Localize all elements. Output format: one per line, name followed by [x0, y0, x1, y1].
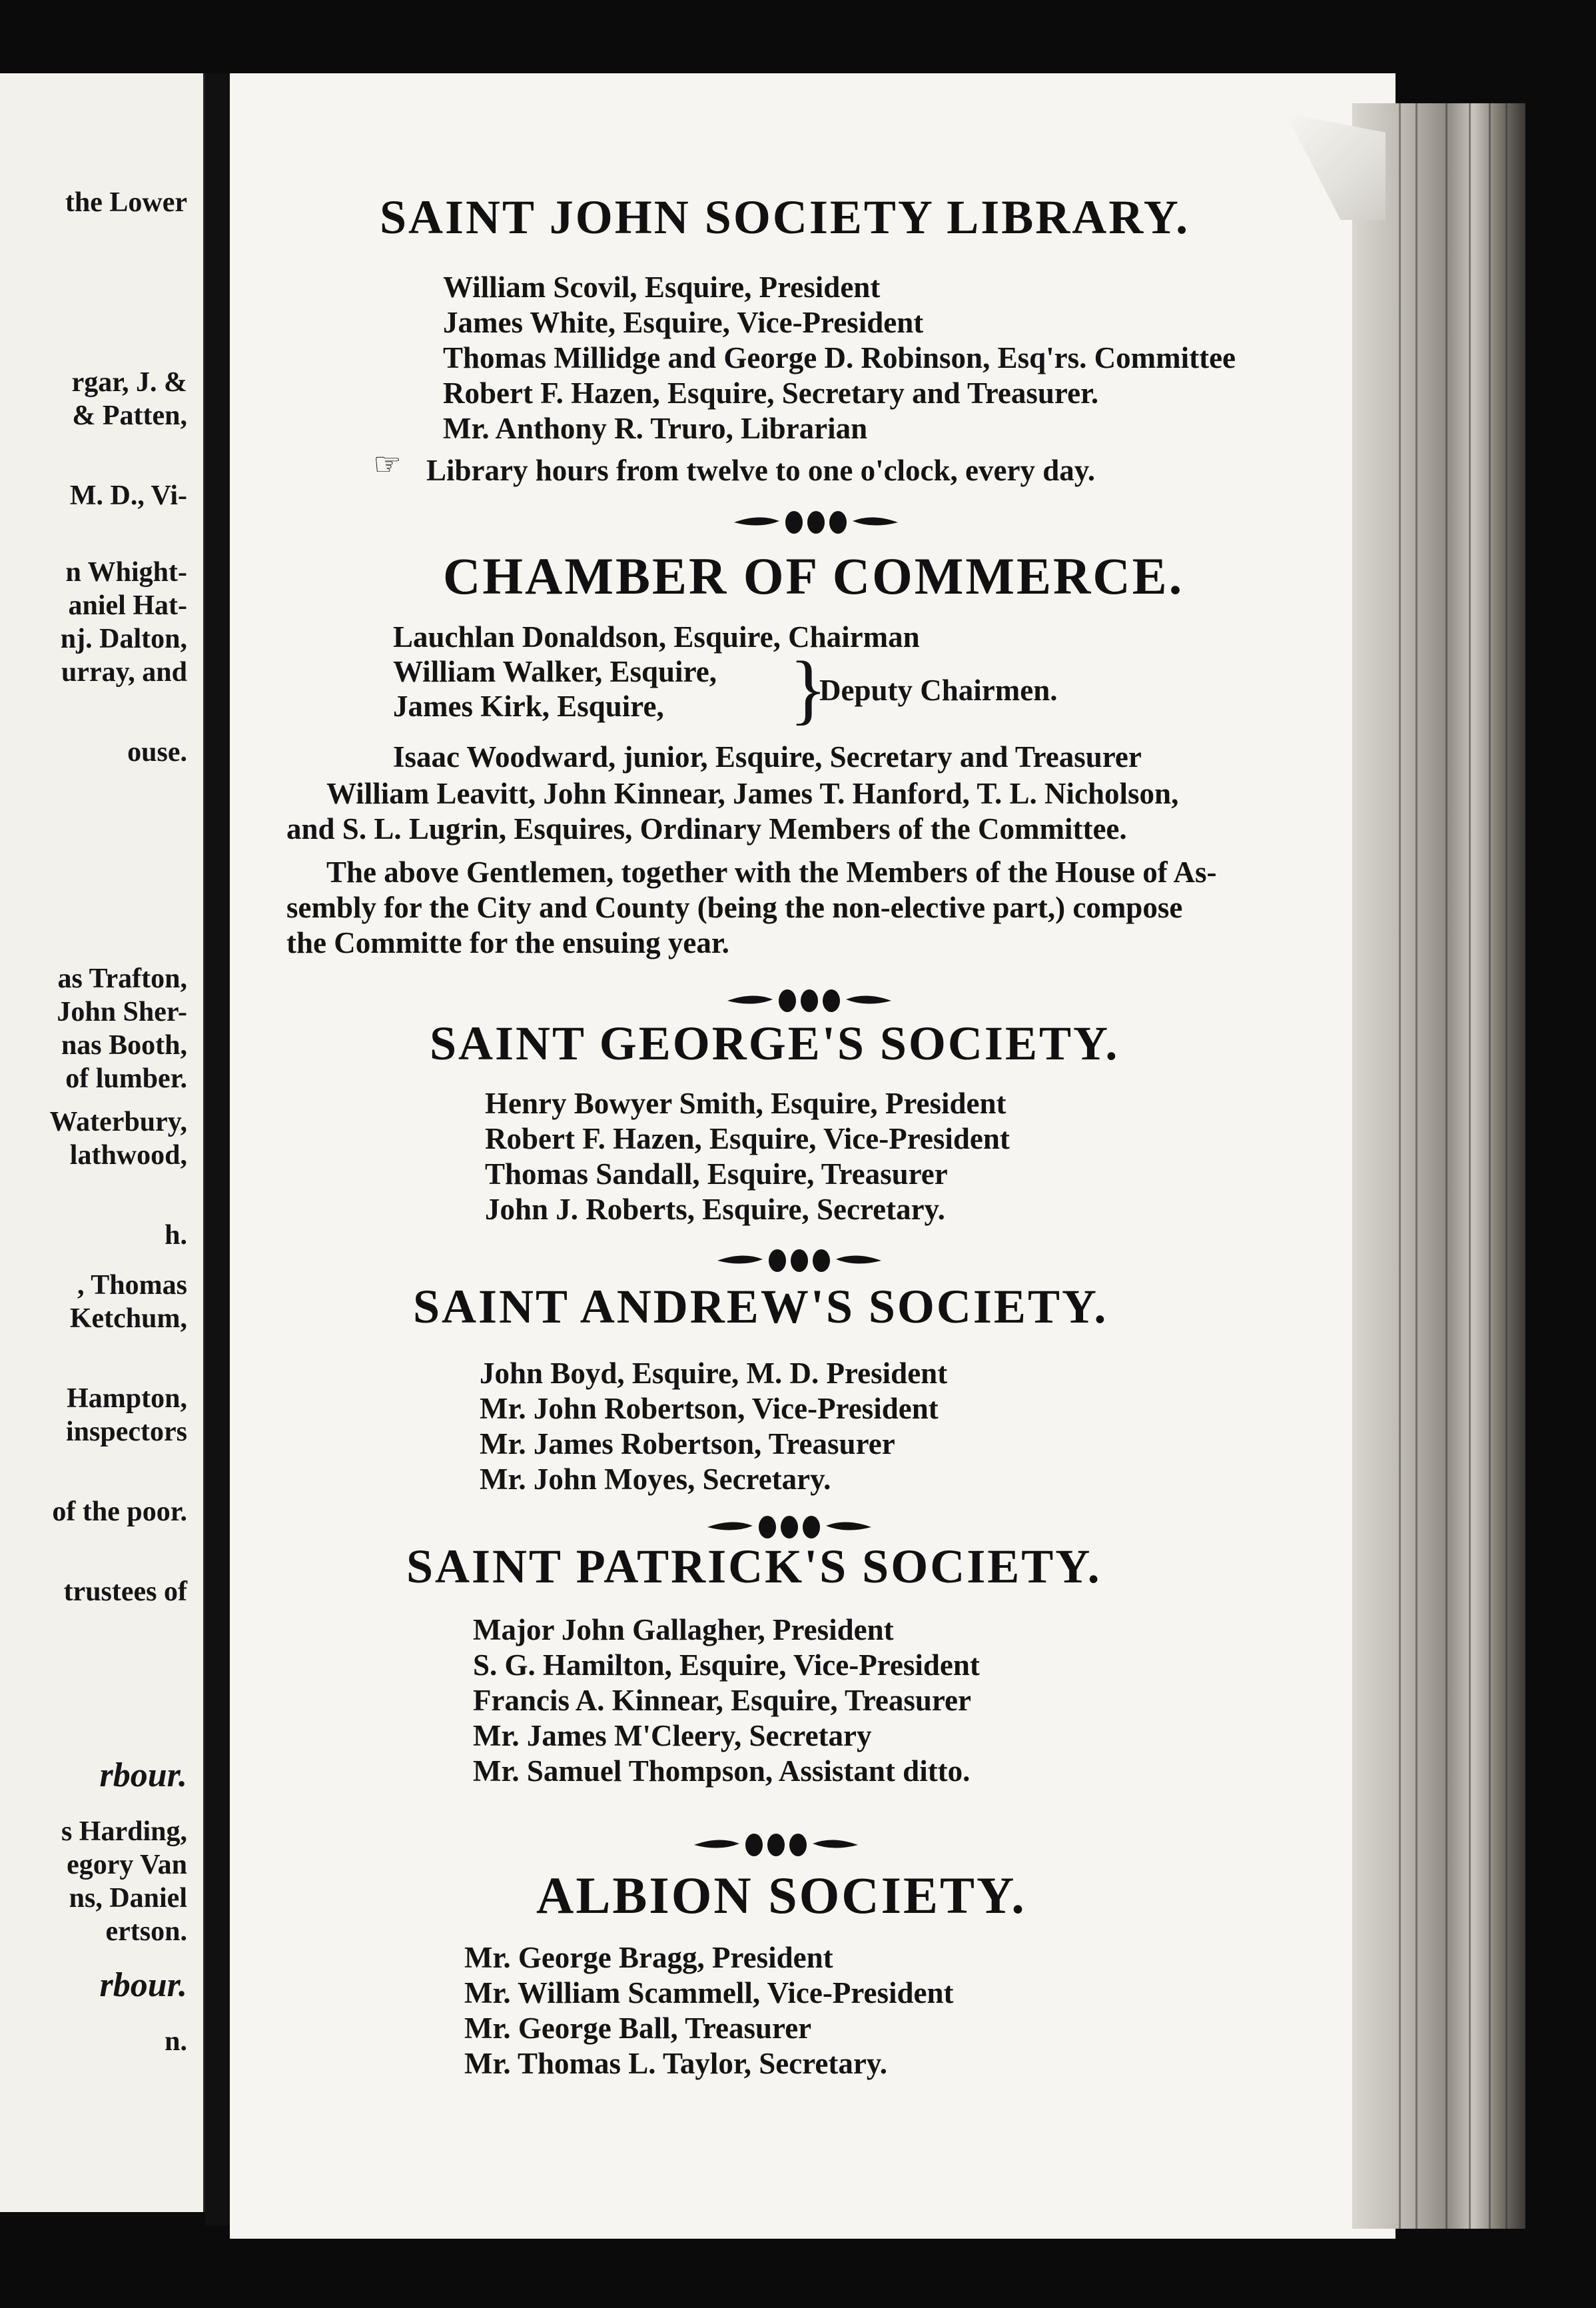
commerce-members-line: and S. L. Lugrin, Esquires, Ordinary Members of the Committee.: [286, 812, 1127, 846]
commerce-chairman: Lauchlan Donaldson, Esquire, Chairman: [393, 620, 920, 654]
left-page-line: s Harding,: [61, 1816, 187, 1847]
library-officer: Mr. Anthony R. Truro, Librarian: [443, 412, 868, 445]
library-officer: William Scovil, Esquire, President: [443, 271, 881, 304]
left-page-line: lathwood,: [69, 1140, 187, 1171]
left-page-line: Ketchum,: [69, 1303, 187, 1334]
st-andrew-officer: John Boyd, Esquire, M. D. President: [480, 1357, 948, 1390]
left-page-line: of lumber.: [65, 1063, 187, 1094]
left-page-line: Hampton,: [67, 1383, 187, 1414]
st-andrew-officer: Mr. James Robertson, Treasurer: [480, 1427, 895, 1460]
albion-officer: Mr. William Scammell, Vice-President: [464, 1976, 954, 2010]
section-divider-ornament: [726, 985, 893, 1017]
commerce-paragraph-line: sembly for the City and County (being the non-elective part,) compose: [286, 891, 1183, 924]
left-page-line: ouse.: [127, 737, 187, 768]
left-page-line: trustees of: [63, 1576, 187, 1607]
library-officer: James White, Esquire, Vice-President: [443, 306, 924, 339]
albion-officer: Mr. George Bragg, President: [464, 1941, 833, 1974]
left-page-line: urray, and: [61, 657, 187, 688]
st-george-officer: John J. Roberts, Esquire, Secretary.: [485, 1193, 945, 1226]
commerce-deputy: James Kirk, Esquire,: [393, 690, 664, 723]
left-page-line: n Whight-: [65, 557, 187, 588]
st-patrick-title: SAINT PATRICK'S SOCIETY.: [406, 1540, 1102, 1593]
left-page-line: of the poor.: [52, 1496, 187, 1527]
st-andrew-title: SAINT ANDREW'S SOCIETY.: [413, 1280, 1108, 1333]
section-divider-ornament: [706, 1511, 873, 1543]
left-page-line: ns, Daniel: [69, 1883, 187, 1914]
left-page-line: nj. Dalton,: [60, 624, 187, 654]
left-page-line: John Sher-: [57, 997, 187, 1027]
left-page-line: rbour.: [99, 1756, 187, 1794]
st-patrick-officer: Francis A. Kinnear, Esquire, Treasurer: [473, 1684, 971, 1717]
left-page-line: egory Van: [67, 1850, 187, 1880]
deputy-chairmen-label: Deputy Chairmen.: [819, 674, 1058, 707]
left-page-line: inspectors: [66, 1417, 187, 1447]
albion-title: ALBION SOCIETY.: [536, 1866, 1026, 1924]
section-divider-ornament: [733, 506, 899, 538]
section-divider-ornament: [693, 1829, 859, 1861]
commerce-deputy: William Walker, Esquire,: [393, 655, 717, 688]
st-patrick-officer: S. G. Hamilton, Esquire, Vice-President: [473, 1648, 980, 1682]
st-andrew-officer: Mr. John Moyes, Secretary.: [480, 1462, 831, 1496]
albion-officer: Mr. George Ball, Treasurer: [464, 2012, 812, 2045]
commerce-members-line: William Leavitt, John Kinnear, James T. Hanford, T. L. Nicholson,: [326, 777, 1179, 810]
st-patrick-officer: Major John Gallagher, President: [473, 1613, 894, 1646]
left-page-line: as Trafton,: [57, 963, 187, 994]
left-page-line: rgar, J. &: [71, 367, 187, 398]
left-page-line: ertson.: [105, 1916, 187, 1947]
library-officer: Robert F. Hazen, Esquire, Secretary and Treasurer.: [443, 376, 1099, 410]
left-page-line: M. D., Vi-: [69, 480, 187, 511]
commerce-paragraph-line: the Committe for the ensuing year.: [286, 926, 729, 959]
left-page-line: aniel Hat-: [68, 590, 187, 621]
left-page-line: Waterbury,: [49, 1107, 187, 1137]
st-andrew-officer: Mr. John Robertson, Vice-President: [480, 1392, 939, 1425]
st-george-title: SAINT GEORGE'S SOCIETY.: [430, 1017, 1120, 1070]
left-page-line: n.: [165, 2026, 187, 2057]
albion-officer: Mr. Thomas L. Taylor, Secretary.: [464, 2047, 888, 2080]
st-patrick-officer: Mr. James M'Cleery, Secretary: [473, 1719, 872, 1752]
brace-glyph: }: [789, 645, 827, 732]
st-george-officer: Thomas Sandall, Esquire, Treasurer: [485, 1157, 948, 1191]
left-page-line: the Lower: [65, 187, 187, 218]
commerce-title: CHAMBER OF COMMERCE.: [443, 547, 1184, 605]
library-hours-note: Library hours from twelve to one o'clock, every day.: [426, 454, 1096, 487]
left-page-line: , Thomas: [77, 1270, 187, 1301]
library-officer: Thomas Millidge and George D. Robinson, Esq'rs. Committee: [443, 341, 1236, 374]
commerce-secretary: Isaac Woodward, junior, Esquire, Secretary and Treasurer: [393, 740, 1142, 774]
commerce-paragraph-line: The above Gentlemen, together with the Members of the House of As-: [326, 856, 1217, 889]
st-george-officer: Henry Bowyer Smith, Esquire, President: [485, 1087, 1006, 1120]
section-divider-ornament: [716, 1245, 883, 1277]
library-title: SAINT JOHN SOCIETY LIBRARY.: [380, 191, 1190, 244]
left-page-line: h.: [165, 1220, 187, 1251]
left-page-line: rbour.: [99, 1966, 187, 2004]
st-patrick-officer: Mr. Samuel Thompson, Assistant ditto.: [473, 1754, 971, 1788]
st-george-officer: Robert F. Hazen, Esquire, Vice-President: [485, 1122, 1010, 1155]
left-page-line: & Patten,: [72, 400, 187, 431]
left-page-line: nas Booth,: [61, 1030, 187, 1061]
pointing-hand-icon: ☞: [373, 447, 402, 482]
